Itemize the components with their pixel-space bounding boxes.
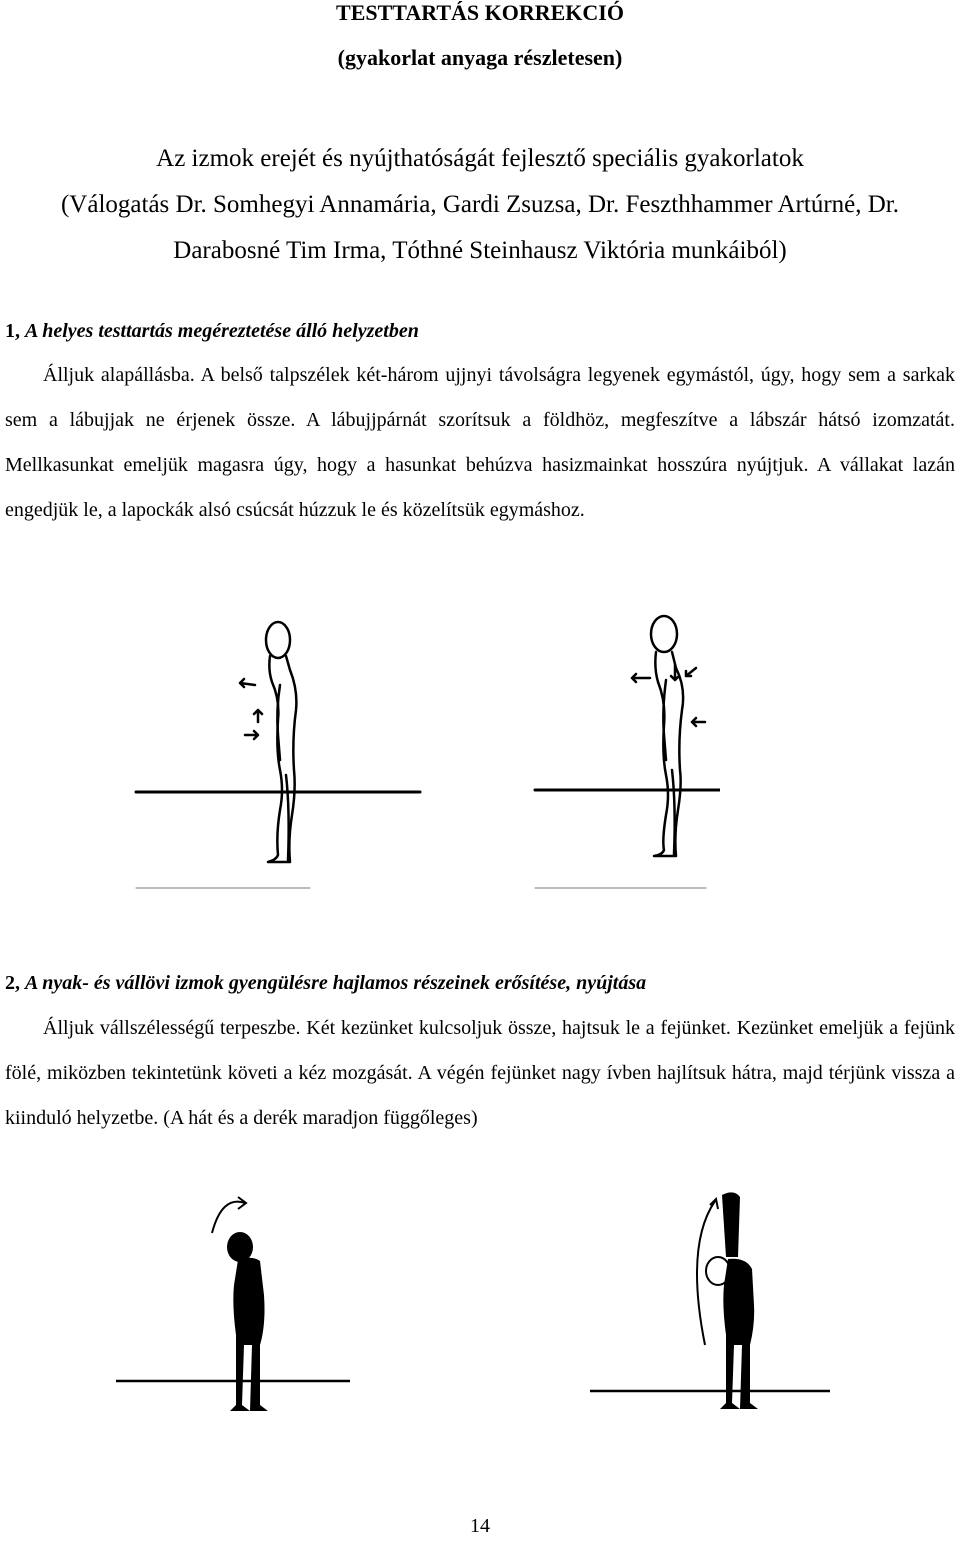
heading-line-2: (Válogatás Dr. Somhegyi Annamária, Gardi Zsuzsa, Dr. Feszthhammer Artúrné, Dr.	[60, 191, 899, 218]
exercise-figure-left	[116, 1197, 350, 1411]
exercise-figures	[110, 1185, 850, 1425]
page-number: 14	[470, 1515, 490, 1537]
section-2-paragraph	[5, 1006, 955, 1141]
page-title: TESTTARTÁS KORREKCIÓ	[336, 0, 624, 25]
section-2-number: 2,	[5, 972, 20, 994]
section-1-heading	[5, 320, 419, 343]
section-2-title: A nyak- és vállövi izmok gyengülésre hajlamos részeinek erősítése, nyújtása	[25, 972, 647, 994]
section-1-number: 1,	[5, 320, 20, 342]
section-2-text: Álljuk vállszélességű terpeszbe. Két kezünket kulcsoljuk össze, hajtsuk le a fejünket. Kezünket emeljük a fejünk fölé, miközben tekintetünk követi a kéz mozgását. A végén fejünket nagy ívben hajlítsuk hátra, majd térjünk vissza a kiinduló helyzetbe. (A hát és a derék maradjon függőleges)	[5, 1017, 955, 1129]
section-1-text: Álljuk alapállásba. A belső talpszélek két-három ujjnyi távolságra legyenek egymástól, úgy, hogy sem a sarkak sem a lábujjak ne érjenek össze. A lábujjpárnát szorítsuk a földhöz, megfeszítve a lábszár hátsó izomzatát. Mellkasunkat emeljük magasra úgy, hogy a hasunkat behúzva hasizmainkat hosszúra nyújtjuk. A vállakat lazán engedjük le, a lapockák alsó csúcsát húzzuk le és közelítsük egymáshoz.	[5, 364, 955, 521]
page-subtitle: (gyakorlat anyaga részletesen)	[337, 45, 623, 70]
exercise-figure-right	[590, 1192, 830, 1409]
posture-figure-right	[651, 616, 683, 856]
section-1-paragraph	[5, 353, 955, 533]
section-2-heading	[5, 972, 646, 995]
posture-figure-left	[266, 622, 296, 862]
posture-figures	[130, 610, 720, 900]
section-1-title: A helyes testtartás megéreztetése álló helyzetben	[25, 320, 419, 342]
heading-line-3: Darabosné Tim Irma, Tóthné Steinhausz Viktória munkáiból)	[173, 237, 787, 264]
heading-line-1: Az izmok erejét és nyújthatóságát fejlesztő speciális gyakorlatok	[156, 145, 804, 172]
